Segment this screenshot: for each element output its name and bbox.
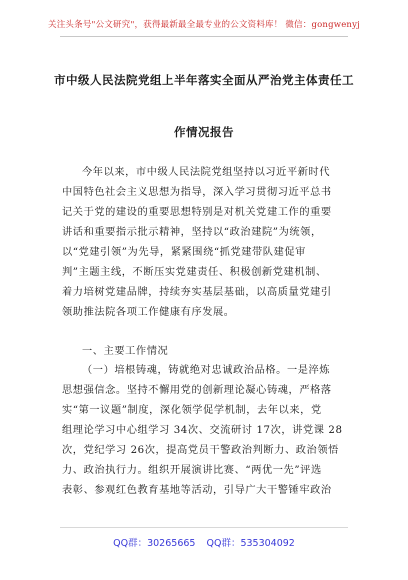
header-note: 关注头条号"公文研究"，获得最新最全最专业的公文资料库！ 微信：gongwenyj: [48, 20, 360, 30]
text-line: 思想强信念。坚持不懈用党的创新理论凝心铸魂，严格落: [62, 385, 332, 396]
text-line: 领助推法院各项工作健康有序发展。: [62, 307, 235, 318]
text-line: 表彰、参观红色教育基地等活动，引导广大干警锤牢政治: [62, 485, 332, 496]
header-rule: [60, 36, 348, 37]
text-line: 次，党纪学习 26次，提高党员干警政治判断力、政治领悟: [62, 445, 339, 456]
section-heading: [62, 342, 352, 362]
footer-qq-group-1: QQ群：30265665: [113, 538, 196, 549]
paragraph-intro: [62, 163, 352, 323]
footer-qq-group-2: QQ群：535304092: [206, 538, 295, 549]
text-line: 讲话和重要指示批示精神，坚持以“政治建院”为统领，: [62, 227, 322, 238]
text-line: 以“党建引领”为先导，紧紧围绕“抓党建带队建促审: [62, 247, 306, 258]
footer-rule: [60, 527, 348, 528]
text-line: 组理论学习中心组学习 34次、交流研讨 17次，讲党课 28: [62, 425, 343, 436]
text-line: 着力培树党建品牌，持续夯实基层基础，以高质量党建引: [62, 287, 332, 298]
footer: [0, 535, 408, 549]
text-line: 力、政治执行力。组织开展演讲比赛、“两优一先”评选: [62, 465, 322, 476]
text-line: 实“第一议题”制度，深化领学促学机制，去年以来，党: [62, 405, 322, 416]
paragraph-section-1: [62, 361, 352, 501]
text-line: 今年以来，市中级人民法院党组坚持以习近平新时代: [82, 167, 331, 178]
text-line: 记关于党的建设的重要思想特别是对机关党建工作的重要: [62, 207, 332, 218]
section-heading-text: 一、主要工作情况: [82, 346, 169, 357]
text-line: 中国特色社会主义思想为指导，深入学习贯彻习近平总书: [62, 187, 332, 198]
document-title-line-1: 市中级人民法院党组上半年落实全面从严治党主体责任工: [54, 73, 354, 87]
document-title-line-2: 作情况报告: [174, 125, 234, 139]
text-line: 判”主题主线，不断压实党建责任、积极创新党建机制、: [62, 267, 327, 278]
text-line: （一）培根铸魂，铸就绝对忠诚政治品格。一是淬炼: [82, 365, 331, 376]
